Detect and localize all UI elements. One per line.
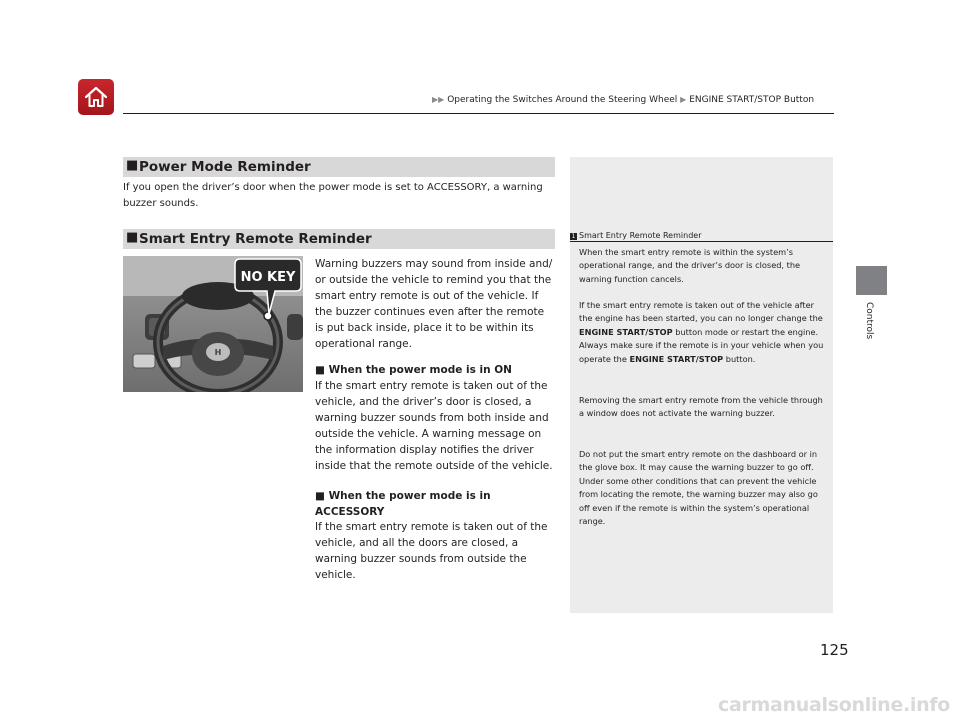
subheading-power-on: ■ When the power mode is in ON	[315, 364, 512, 376]
header-divider	[123, 113, 834, 114]
steering-wheel-display-image	[123, 256, 303, 392]
section-title: Power Mode Reminder	[139, 159, 311, 175]
breadcrumb-arrow-icon: ▶▶	[432, 95, 445, 104]
note-paragraph-4: Do not put the smart entry remote on the dashboard or in the glove box. It may cause the warning buzzer to go off. Under some other conditions that can prevent the vehicle from locating the remote, the warning buzzer may also go off even if the remote is within the system’s operational range.	[579, 449, 818, 527]
section-heading-power-mode	[123, 157, 555, 177]
no-key-caption: NO KEY	[240, 270, 296, 285]
section-bullet-icon: ■	[126, 158, 139, 173]
note-badge-icon: 1	[571, 233, 576, 240]
section-heading-smart-entry	[123, 229, 555, 249]
section-bullet-icon: ■	[126, 230, 139, 245]
note-paragraph-2: If the smart entry remote is taken out of the vehicle after the engine has been started, you can no longer change the ENGINE START/STOP button mode or restart the engine. Always make sure if the remote is in your vehicle when you operate the ENGINE START/STOP button.	[579, 300, 824, 364]
home-icon	[83, 84, 109, 110]
breadcrumb-current: ENGINE START/STOP Button	[689, 95, 815, 105]
watermark: carmanualsonline.info	[718, 694, 951, 716]
note-paragraph-3: Removing the smart entry remote from the vehicle through a window does not activate the warning buzzer.	[579, 395, 823, 419]
breadcrumb-arrow-icon: ▶	[680, 95, 687, 104]
home-button[interactable]	[78, 79, 114, 115]
note-title: 1 Smart Entry Remote Reminder	[571, 231, 702, 240]
note-panel	[570, 157, 833, 613]
svg-text:H: H	[214, 348, 222, 357]
note-paragraph-1: When the smart entry remote is within the system’s operational range, and the driver’s door is closed, the warning function cancels.	[579, 247, 801, 284]
smart-entry-intro: Warning buzzers may sound from inside and/ or outside the vehicle to remind you that the smart entry remote is out of the vehicle. If the buzzer continues even after the remote is put back inside, place it to be within its operational range.	[315, 258, 553, 350]
chapter-tab-marker[interactable]	[856, 266, 887, 295]
note-divider	[570, 241, 833, 242]
chapter-tab-label[interactable]: Controls	[864, 302, 874, 340]
subheading-bullet-icon: ■	[315, 364, 329, 376]
subheading-bullet-icon: ■	[315, 490, 329, 502]
subheading-accessory: ■ When the power mode is in ACCESSORY	[315, 490, 491, 518]
page-number: 125	[820, 641, 849, 659]
breadcrumb	[432, 95, 814, 105]
breadcrumb-link-section[interactable]: Operating the Switches Around the Steering Wheel	[447, 95, 678, 105]
accessory-text: If the smart entry remote is taken out of the vehicle, and all the doors are closed, a warning buzzer sounds from outside the vehicle.	[315, 521, 548, 581]
section-title: Smart Entry Remote Reminder	[139, 231, 372, 247]
power-on-text: If the smart entry remote is taken out of the vehicle, and the driver’s door is closed, a warning buzzer sounds from both inside and outside the vehicle. A warning message on the information display notifies the driver inside that the remote outside of the vehicle.	[315, 380, 553, 472]
power-mode-text: If you open the driver’s door when the power mode is set to ACCESSORY, a warning buzzer sounds.	[123, 182, 543, 209]
